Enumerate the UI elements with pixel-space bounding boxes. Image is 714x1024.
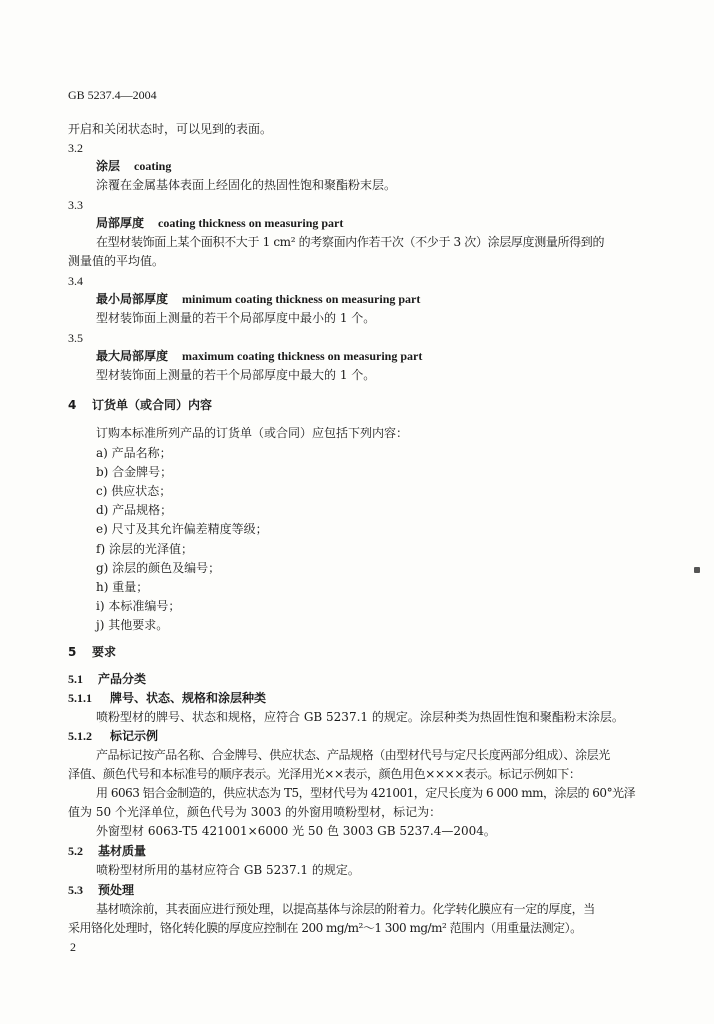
term-zh: 局部厚度 bbox=[96, 216, 145, 230]
paragraph-text: 值为 50 个光泽单位，颜色代号为 3003 的外窗用喷粉型材，标记为： bbox=[68, 805, 442, 819]
text-line: 开启和关闭状态时，可以见到的表面。 bbox=[68, 122, 273, 136]
list-item: i) 本标准编号； bbox=[96, 599, 181, 613]
subsection-heading bbox=[68, 729, 158, 743]
paragraph-text: 喷粉型材所用的基材应符合 GB 5237.1 的规定。 bbox=[96, 863, 360, 877]
subsection-number: 5.1.1 bbox=[68, 691, 92, 705]
term-heading bbox=[96, 159, 171, 173]
section-heading bbox=[68, 398, 212, 412]
list-item: e) 尺寸及其允许偏差精度等级； bbox=[96, 522, 268, 536]
paragraph-text: 采用铬化处理时，铬化转化膜的厚度应控制在 200 mg/m²～1 300 mg/m² 范围内（用重量法测定）。 bbox=[68, 921, 582, 935]
paragraph-text: 用 6063 铝合金制造的，供应状态为 T5，型材代号为 421001，定尺长度为 6 000 mm，涂层的 60°光泽 bbox=[96, 786, 636, 800]
term-heading bbox=[96, 292, 420, 306]
paragraph-text: 泽值、颜色代号和本标准号的顺序表示。光泽用光××表示，颜色用色××××表示。标记示例如下： bbox=[68, 767, 581, 781]
term-heading bbox=[96, 349, 422, 363]
subsection-title: 基材质量 bbox=[98, 844, 147, 858]
term-en: minimum coating thickness on measuring part bbox=[182, 292, 421, 306]
list-item: j) 其他要求。 bbox=[96, 618, 169, 632]
list-item: a) 产品名称； bbox=[96, 446, 172, 460]
clause-number: 3.4 bbox=[68, 274, 83, 288]
section-intro: 订购本标准所列产品的订货单（或合同）应包括下列内容： bbox=[96, 426, 409, 440]
list-item: c) 供应状态； bbox=[96, 484, 172, 498]
section-number: 4 bbox=[68, 398, 77, 412]
marking-example: 外窗型材 6063-T5 421001×6000 光 50 色 3003 GB 5237.4—2004。 bbox=[96, 824, 496, 838]
list-item: b) 合金牌号； bbox=[96, 465, 173, 479]
paragraph-text: 喷粉型材的牌号、状态和规格，应符合 GB 5237.1 的规定。涂层种类为热固性饱和聚酯粉末涂层。 bbox=[96, 710, 624, 724]
subsection-title: 牌号、状态、规格和涂层种类 bbox=[110, 691, 267, 705]
section-heading bbox=[68, 645, 116, 659]
term-en: maximum coating thickness on measuring part bbox=[182, 349, 423, 363]
list-item: h) 重量； bbox=[96, 580, 149, 594]
scan-mark bbox=[694, 567, 700, 573]
term-heading bbox=[96, 216, 343, 230]
paragraph-text: 基材喷涂前，其表面应进行预处理，以提高基体与涂层的附着力。化学转化膜应有一定的厚度，当 bbox=[96, 902, 595, 916]
section-number: 5 bbox=[68, 645, 77, 659]
list-item: d) 产品规格； bbox=[96, 503, 173, 517]
section-title: 要求 bbox=[92, 645, 117, 659]
term-en: coating bbox=[134, 159, 172, 173]
subsection-number: 5.2 bbox=[68, 844, 83, 858]
term-en: coating thickness on measuring part bbox=[158, 216, 344, 230]
subsection-number: 5.1 bbox=[68, 672, 83, 686]
paragraph-text: 产品标记按产品名称、合金牌号、供应状态、产品规格（由型材代号与定尺长度两部分组成）、涂层光 bbox=[96, 748, 610, 762]
subsection-number: 5.3 bbox=[68, 883, 83, 897]
definition-text: 涂覆在金属基体表面上经固化的热固性饱和聚酯粉末层。 bbox=[96, 178, 397, 192]
subsection-heading bbox=[68, 672, 146, 686]
term-zh: 最小局部厚度 bbox=[96, 292, 169, 306]
definition-text: 型材装饰面上测量的若干个局部厚度中最小的 1 个。 bbox=[96, 311, 376, 325]
subsection-title: 产品分类 bbox=[98, 672, 147, 686]
list-item: f) 涂层的光泽值； bbox=[96, 542, 193, 556]
section-title: 订货单（或合同）内容 bbox=[92, 398, 213, 412]
subsection-number: 5.1.2 bbox=[68, 729, 92, 743]
subsection-title: 预处理 bbox=[98, 883, 135, 897]
term-zh: 涂层 bbox=[96, 159, 121, 173]
definition-text: 测量值的平均值。 bbox=[68, 254, 165, 268]
subsection-heading bbox=[68, 883, 134, 897]
clause-number: 3.2 bbox=[68, 141, 83, 155]
subsection-heading bbox=[68, 844, 146, 858]
definition-text: 型材装饰面上测量的若干个局部厚度中最大的 1 个。 bbox=[96, 368, 376, 382]
clause-number: 3.3 bbox=[68, 198, 83, 212]
list-item: g) 涂层的颜色及编号； bbox=[96, 561, 221, 575]
clause-number: 3.5 bbox=[68, 331, 83, 345]
subsection-title: 标记示例 bbox=[110, 729, 159, 743]
definition-text: 在型材装饰面上某个面积不大于 1 cm² 的考察面内作若干次（不少于 3 次）涂层厚度测量所得到的 bbox=[96, 235, 605, 249]
standard-code-header: GB 5237.4—2004 bbox=[68, 88, 157, 102]
subsection-heading bbox=[68, 691, 266, 705]
term-zh: 最大局部厚度 bbox=[96, 349, 169, 363]
page-number: 2 bbox=[70, 940, 76, 954]
